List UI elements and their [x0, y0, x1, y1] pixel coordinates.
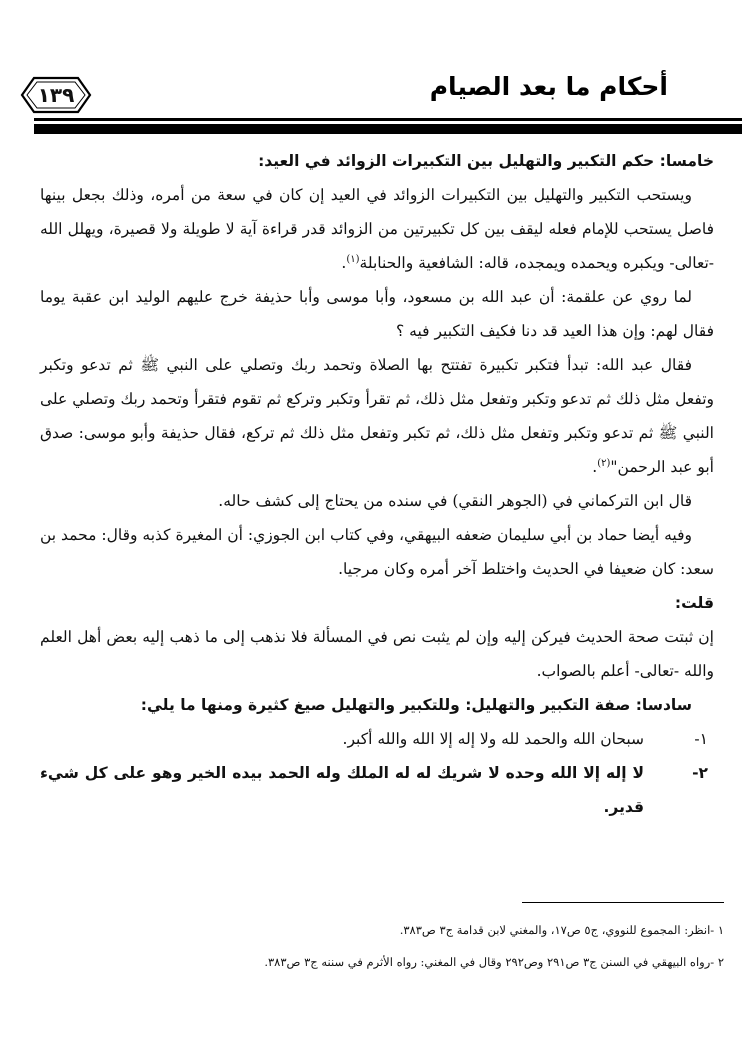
list-item-text: لا إله إلا الله وحده لا شريك له له الملك وله الحمد بيده الخير وهو على كل شيء قدير.: [40, 764, 644, 816]
header-rule-thin: [34, 118, 742, 121]
list-item-number: ١-: [694, 730, 708, 748]
list-item-text: سبحان الله والحمد لله ولا إله إلا الله والله أكبر.: [342, 730, 644, 748]
footnote-separator: [522, 902, 724, 903]
footnotes: [40, 914, 724, 978]
qultu-heading: قلت:: [674, 594, 714, 612]
page-number: ١٣٩: [37, 83, 75, 107]
footnote-ref-2: (٢): [597, 457, 611, 469]
footnote-ref-1: (١): [346, 253, 360, 265]
paragraph-text: فقال عبد الله: تبدأ فتكبر تكبيرة تفتتح بها الصلاة وتحمد ربك وتصلي على النبي ﷺ ثم تدعو وتكبر وتفعل مثل ذلك ثم تدعو وتكبر وتفعل مثل ذلك، ثم تقرأ وتكبر وتركع ثم تقوم فتقرأ وتحمد ربك وتصلي على النبي ﷺ ثم تدعو وتكبر وتفعل مثل ذلك، ثم تكبر وتفعل مثل ذلك ثم تركع، فقال حذيفة وأبو موسى: صدق أبو عبد الرحمن": [40, 356, 714, 476]
section-heading-6: سادسا: صفة التكبير والتهليل: وللتكبير والتهليل صيغ كثيرة ومنها ما يلي:: [140, 696, 692, 714]
list-item: [40, 756, 714, 824]
footnote: ٢ -رواه البيهقي في السنن ج٣ ص٢٩١ وص٢٩٢ وقال في المغني: رواه الأثرم في سننه ج٣ ص٣٨٣.: [264, 955, 724, 969]
page-number-badge: [20, 76, 92, 114]
header-rule-thick: [34, 124, 742, 134]
paragraph: وفيه أيضا حماد بن أبي سليمان ضعفه البيهقي، وفي كتاب ابن الجوزي: أن المغيرة كذبه وقال: محمد بن سعد: كان ضعيفا في الحديث واختلط آخر أمره وكان مرجيا.: [40, 526, 714, 578]
paragraph: لما روي عن علقمة: أن عبد الله بن مسعود، وأبا موسى وأبا حذيفة خرج عليهم الوليد ابن عقبة يوما فقال لهم: وإن هذا العيد قد دنا فكيف التكبير فيه ؟: [40, 288, 714, 340]
paragraph: قال ابن التركماني في (الجوهر النقي) في سنده من يحتاج إلى كشف حاله.: [218, 492, 692, 510]
footnote: ١ -انظر: المجموع للنووي، ج٥ ص١٧، والمغني لابن قدامة ج٣ ص٣٨٣.: [399, 923, 724, 937]
paragraph-text: ويستحب التكبير والتهليل بين التكبيرات الزوائد في العيد إن كان في سعة من أمره، وذلك بجعل بينها فاصل يستحب للإمام فعله ليقف بين كل تكبيرتين من الزوائد قدر قراءة آية لا طويلة ولا قصيرة، ويهلل الله -تعالى- ويكبره ويحمده ويمجده، قاله: الشافعية والحنابلة: [40, 186, 714, 272]
list-item: [40, 722, 714, 756]
paragraph: إن ثبتت صحة الحديث فيركن إليه وإن لم يثبت نص في المسألة فلا نذهب إلى ما ذهب إليه بعض أهل العلم والله -تعالى- أعلم بالصواب.: [40, 628, 714, 680]
section-heading-5: خامسا: حكم التكبير والتهليل بين التكبيرات الزوائد في العيد:: [258, 152, 714, 170]
paragraph: ويستحب التكبير والتهليل بين التكبيرات الزوائد في العيد إن كان في سعة من أمره، وذلك بجعل بينها فاصل يستحب للإمام فعله ليقف بين كل تكبيرتين من الزوائد قدر قراءة آية لا طويلة ولا قصيرة، ويهلل الله -تعالى- ويكبره ويحمده ويمجده، قاله: الشافعية والحنابلة$^{(١)}$.: [40, 186, 714, 272]
running-header-title: أحكام ما بعد الصيام: [429, 72, 668, 101]
list-item-number: ٢-: [692, 764, 708, 782]
paragraph: فقال عبد الله: تبدأ فتكبر تكبيرة تفتتح بها الصلاة وتحمد ربك وتصلي على النبي ﷺ ثم تدعو وتكبر وتفعل مثل ذلك ثم تدعو وتكبر وتفعل مثل ذلك، ثم تقرأ وتكبر وتركع ثم تقوم فتقرأ وتحمد ربك وتصلي على النبي ﷺ ثم تدعو وتكبر وتفعل مثل ذلك، ثم تكبر وتفعل مثل ذلك ثم تركع، فقال حذيفة وأبو موسى: صدق أبو عبد الرحمن"$^{(٢)}$.: [40, 356, 714, 476]
main-text: [40, 144, 714, 824]
